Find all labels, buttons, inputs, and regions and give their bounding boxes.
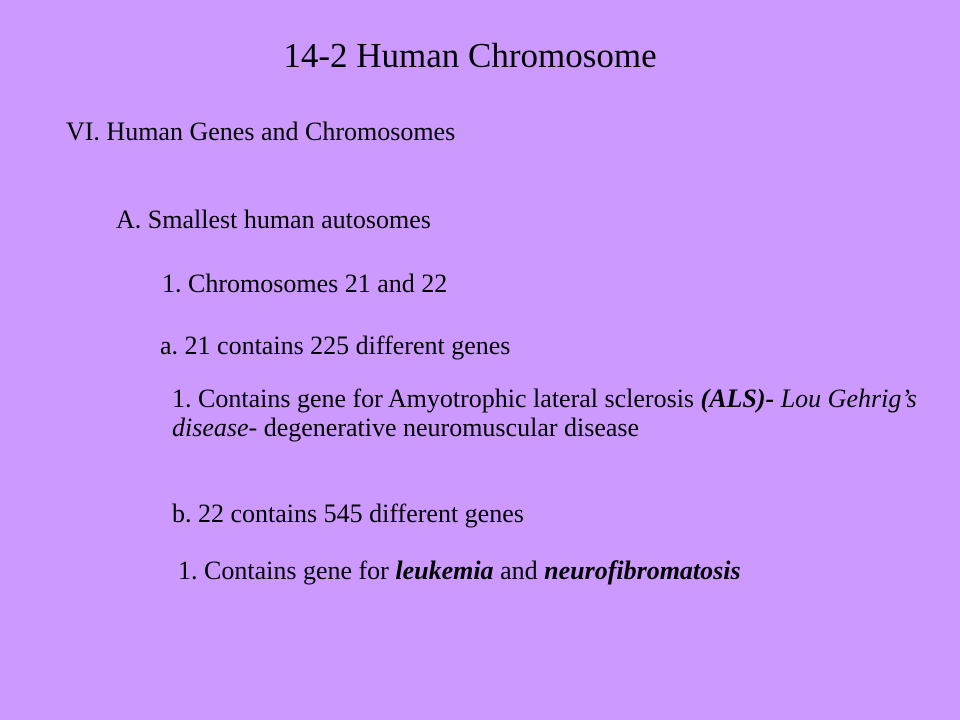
als-gene-paragraph [172, 384, 922, 442]
point-b-chromosome-22: b. 22 contains 545 different genes [172, 499, 524, 528]
point-a-chromosome-21: a. 21 contains 225 different genes [160, 331, 511, 360]
point-1-chromosomes: 1. Chromosomes 21 and 22 [162, 269, 448, 298]
leukemia-term: leukemia [395, 556, 494, 585]
leukemia-prefix: 1. Contains gene for [178, 556, 396, 585]
als-suffix: - degenerative neuromuscular disease [248, 413, 640, 442]
leukemia-gene-line [178, 556, 741, 586]
leukemia-middle: and [493, 556, 545, 585]
neurofibromatosis-term: neurofibromatosis [544, 556, 741, 585]
slide-title: 14-2 Human Chromosome [283, 36, 657, 75]
als-prefix: 1. Contains gene for Amyotrophic lateral sclerosis [172, 384, 701, 413]
als-term: (ALS)- [700, 384, 775, 413]
point-a: A. Smallest human autosomes [116, 205, 431, 234]
section-heading: VI. Human Genes and Chromosomes [66, 117, 456, 146]
lou-gehrig-term: Lou Gehrig’s disease [172, 384, 917, 442]
